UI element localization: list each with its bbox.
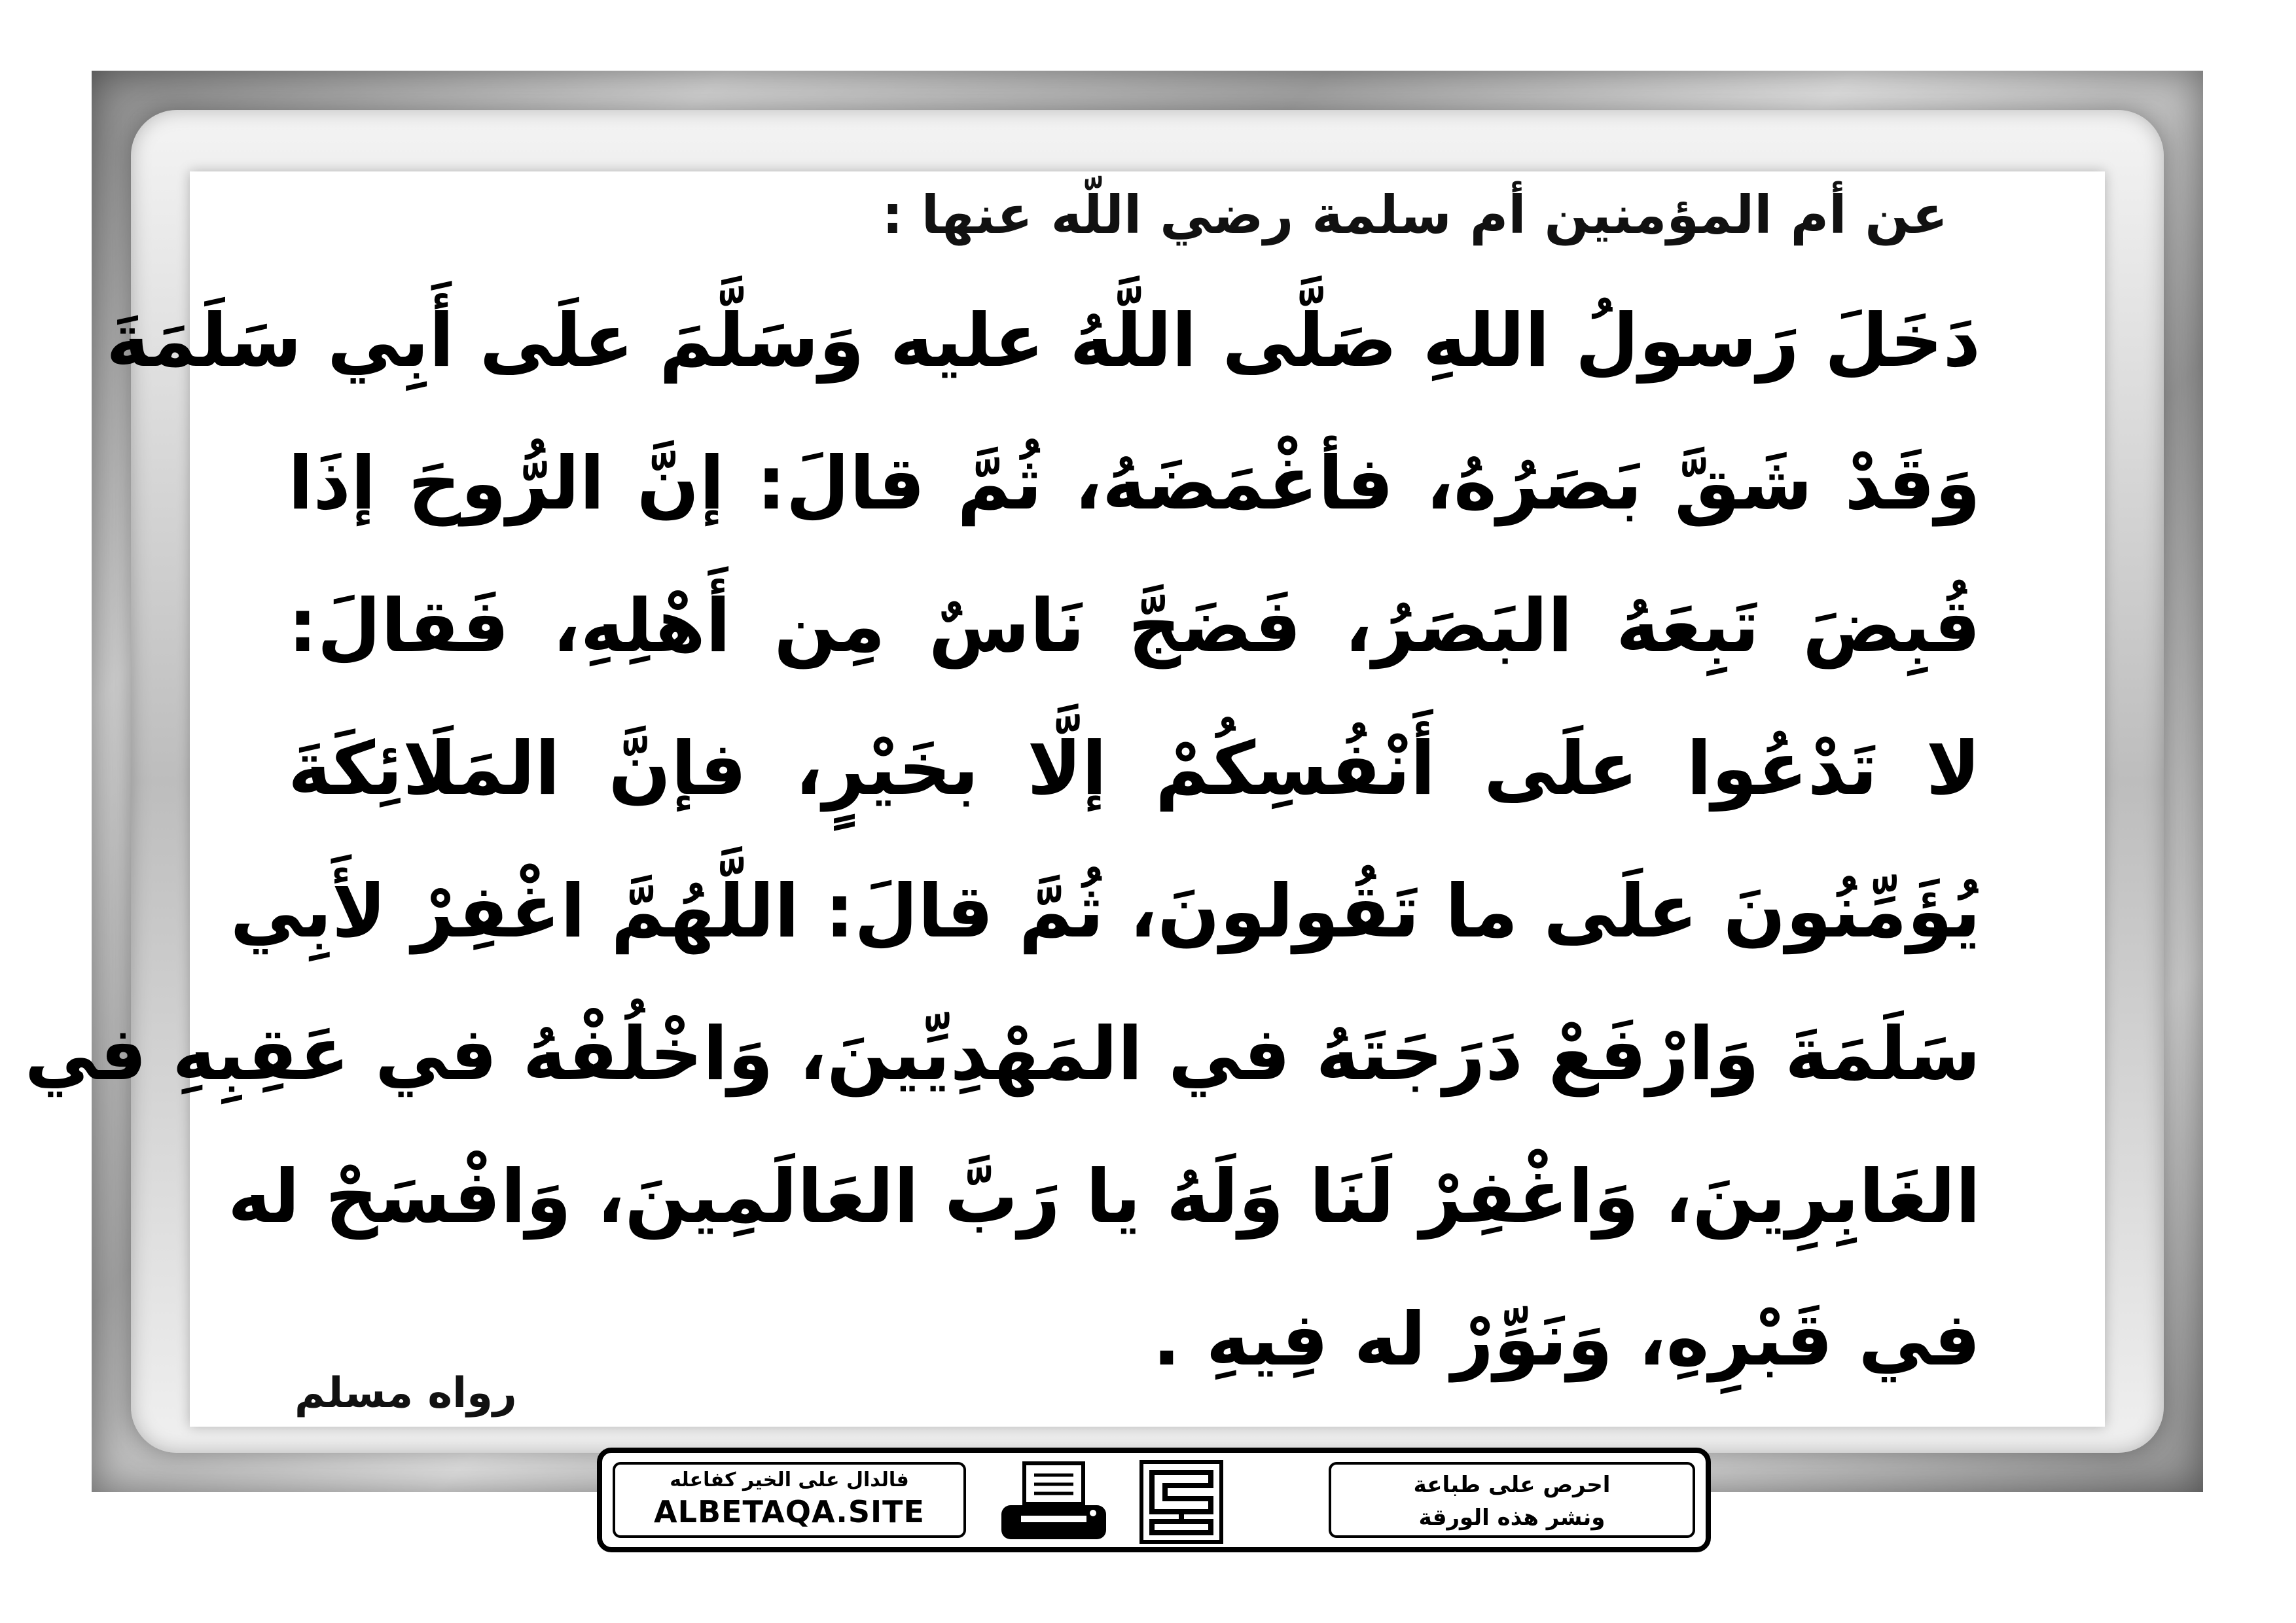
footer-banner bbox=[597, 1448, 1711, 1552]
intro-heading: عن أم المؤمنين أم سلمة رضي اللّه عنها : bbox=[882, 185, 1948, 245]
hadith-line-8: في قَبْرِهِ، وَنَوِّرْ له فِيهِ . bbox=[1153, 1297, 1981, 1382]
footer-slogan: فالدال على الخير كفاعله bbox=[670, 1469, 909, 1491]
hadith-line-2: وَقَدْ شَقَّ بَصَرُهُ، فأغْمَضَهُ، ثُمَّ قالَ: إنَّ الرُّوحَ إذَا bbox=[288, 441, 1981, 526]
hadith-line-5: يُؤَمِّنُونَ علَى ما تَقُولونَ، ثُمَّ قالَ: اللَّهُمَّ اغْفِرْ لأَبِي bbox=[230, 869, 1981, 954]
hadith-line-1: دَخَلَ رَسولُ اللهِ صَلَّى اللَّهُ عليه وَسَلَّمَ علَى أَبِي سَلَمَةَ bbox=[106, 298, 1981, 383]
footer-site-link[interactable]: ALBETAQA.SITE bbox=[654, 1494, 925, 1529]
footer-note-line-2: ونشر هذه الورقة bbox=[1418, 1505, 1605, 1531]
hadith-line-7: الغَابِرِينَ، وَاغْفِرْ لَنَا وَلَهُ يا رَبَّ العَالَمِينَ، وَافْسَحْ له bbox=[227, 1154, 1981, 1240]
printer-icon bbox=[995, 1459, 1113, 1544]
hadith-text bbox=[24, 270, 1981, 1411]
hadith-line-3: قُبِضَ تَبِعَهُ البَصَرُ، فَضَجَّ نَاسٌ مِن أَهْلِهِ، فَقالَ: bbox=[288, 584, 1981, 669]
hadith-source: رواه مسلم bbox=[295, 1369, 517, 1418]
kufic-logo bbox=[1139, 1459, 1224, 1544]
hadith-line-4: لا تَدْعُوا علَى أَنْفُسِكُمْ إلَّا بخَيْرٍ، فإنَّ المَلَائِكَةَ bbox=[288, 726, 1981, 812]
content-panel bbox=[24, 171, 2105, 1427]
hadith-line-6: سَلَمَةَ وَارْفَعْ دَرَجَتَهُ في المَهْدِيِّينَ، وَاخْلُفْهُ في عَقِبِهِ في bbox=[24, 1012, 1981, 1097]
footer-note-box bbox=[1329, 1462, 1695, 1538]
footer-site-box bbox=[613, 1462, 966, 1538]
footer-note-line-1: احرص على طباعة bbox=[1413, 1472, 1611, 1498]
